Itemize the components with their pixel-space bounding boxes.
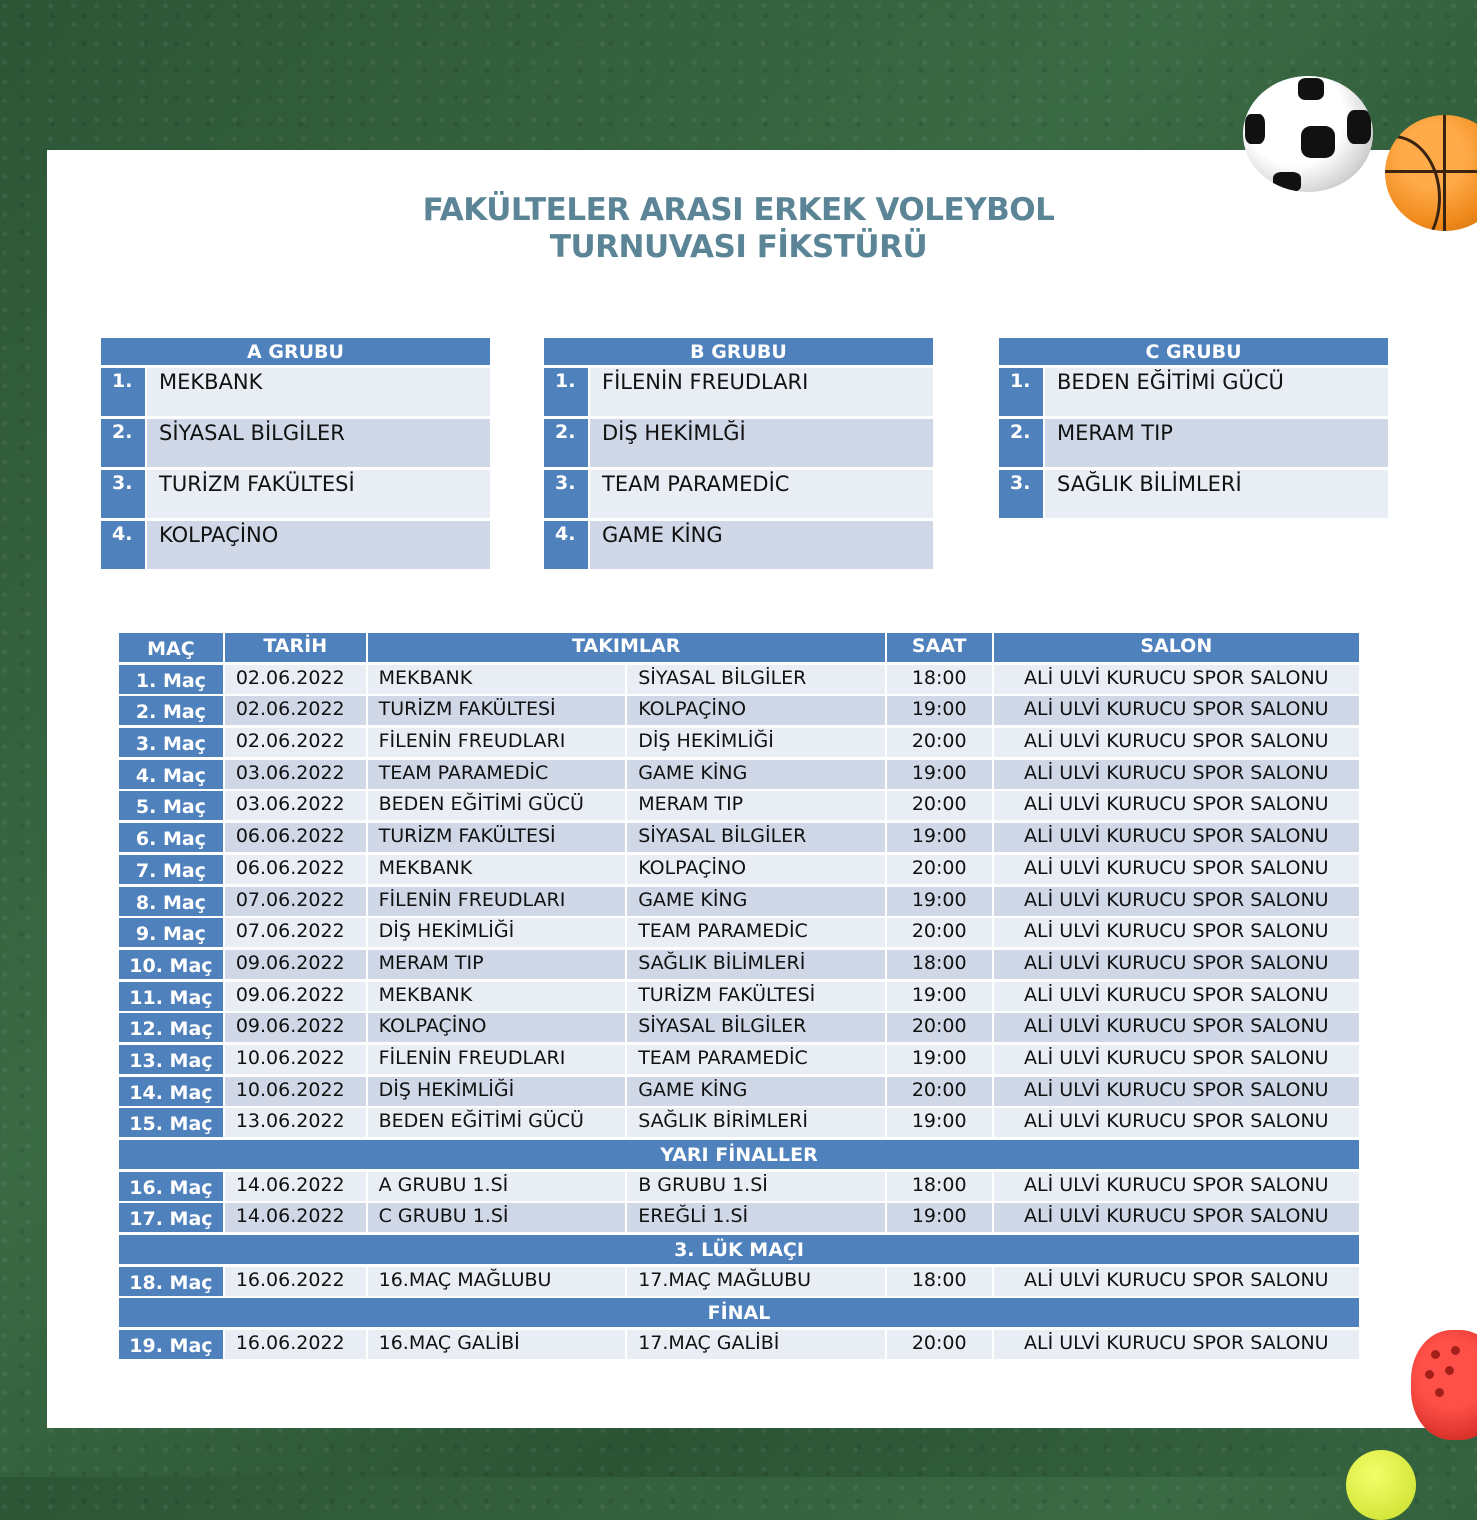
group-rank: 3.	[101, 470, 145, 518]
match-row	[119, 760, 1359, 789]
match-time: 18:00	[887, 1172, 992, 1201]
match-row	[119, 855, 1359, 884]
match-team-away: GAME KİNG	[627, 1077, 885, 1106]
match-team-away: TEAM PARAMEDİC	[627, 1045, 885, 1074]
section-final: FİNAL	[119, 1298, 1359, 1327]
match-date: 02.06.2022	[225, 696, 366, 725]
match-date: 16.06.2022	[225, 1267, 366, 1296]
match-time: 19:00	[887, 696, 992, 725]
match-time: 20:00	[887, 855, 992, 884]
match-venue: ALİ ULVİ KURUCU SPOR SALONU	[994, 791, 1359, 820]
group-row	[101, 419, 490, 467]
group-row	[999, 419, 1388, 467]
match-venue: ALİ ULVİ KURUCU SPOR SALONU	[994, 665, 1359, 694]
match-date: 10.06.2022	[225, 1077, 366, 1106]
group-row	[544, 419, 933, 467]
title-line-2: TURNUVASI FİKSTÜRÜ	[549, 229, 928, 265]
match-row	[119, 950, 1359, 979]
group-rank: 1.	[101, 368, 145, 416]
group-rank: 2.	[544, 419, 588, 467]
match-venue: ALİ ULVİ KURUCU SPOR SALONU	[994, 887, 1359, 916]
match-row	[119, 1203, 1359, 1232]
match-row	[119, 728, 1359, 757]
match-team-home: FİLENİN FREUDLARI	[368, 1045, 626, 1074]
page-title	[0, 192, 1477, 266]
group-table-0	[101, 338, 490, 569]
match-row	[119, 791, 1359, 820]
match-time: 19:00	[887, 1045, 992, 1074]
match-team-away: KOLPAÇİNO	[627, 855, 885, 884]
match-venue: ALİ ULVİ KURUCU SPOR SALONU	[994, 950, 1359, 979]
match-team-away: MERAM TIP	[627, 791, 885, 820]
match-number: 19. Maç	[119, 1330, 223, 1359]
match-team-away: EREĞLİ 1.Sİ	[627, 1203, 885, 1232]
match-number: 6. Maç	[119, 823, 223, 852]
group-team-name: BEDEN EĞİTİMİ GÜCÜ	[1045, 368, 1388, 416]
match-team-home: TEAM PARAMEDİC	[368, 760, 626, 789]
group-row	[999, 368, 1388, 416]
match-row	[119, 665, 1359, 694]
match-venue: ALİ ULVİ KURUCU SPOR SALONU	[994, 1045, 1359, 1074]
match-date: 06.06.2022	[225, 823, 366, 852]
match-row	[119, 887, 1359, 916]
match-row	[119, 918, 1359, 947]
match-number: 12. Maç	[119, 1013, 223, 1042]
match-time: 19:00	[887, 760, 992, 789]
match-date: 09.06.2022	[225, 1013, 366, 1042]
match-number: 7. Maç	[119, 855, 223, 884]
match-date: 09.06.2022	[225, 950, 366, 979]
group-team-name: TURİZM FAKÜLTESİ	[147, 470, 490, 518]
match-date: 03.06.2022	[225, 760, 366, 789]
match-date: 02.06.2022	[225, 665, 366, 694]
header-mac: MAÇ	[119, 633, 223, 662]
match-time: 19:00	[887, 982, 992, 1011]
match-venue: ALİ ULVİ KURUCU SPOR SALONU	[994, 1013, 1359, 1042]
match-number: 2. Maç	[119, 696, 223, 725]
match-time: 19:00	[887, 1203, 992, 1232]
match-team-home: FİLENİN FREUDLARI	[368, 887, 626, 916]
group-rank: 2.	[999, 419, 1043, 467]
match-team-home: C GRUBU 1.Sİ	[368, 1203, 626, 1232]
match-team-home: BEDEN EĞİTİMİ GÜCÜ	[368, 791, 626, 820]
match-team-home: FİLENİN FREUDLARI	[368, 728, 626, 757]
match-team-away: 17.MAÇ MAĞLUBU	[627, 1267, 885, 1296]
match-number: 13. Maç	[119, 1045, 223, 1074]
group-team-name: GAME KİNG	[590, 521, 933, 569]
match-number: 1. Maç	[119, 665, 223, 694]
group-table-2	[999, 338, 1388, 518]
match-number: 18. Maç	[119, 1267, 223, 1296]
tennis-ball-icon	[1346, 1450, 1416, 1520]
match-team-away: SİYASAL BİLGİLER	[627, 665, 885, 694]
match-team-home: 16.MAÇ GALİBİ	[368, 1330, 626, 1359]
match-team-away: KOLPAÇİNO	[627, 696, 885, 725]
match-date: 07.06.2022	[225, 887, 366, 916]
match-row	[119, 1172, 1359, 1201]
match-date: 07.06.2022	[225, 918, 366, 947]
group-team-name: FİLENİN FREUDLARI	[590, 368, 933, 416]
match-date: 03.06.2022	[225, 791, 366, 820]
match-team-away: GAME KİNG	[627, 760, 885, 789]
match-number: 9. Maç	[119, 918, 223, 947]
group-team-name: SİYASAL BİLGİLER	[147, 419, 490, 467]
match-number: 11. Maç	[119, 982, 223, 1011]
group-rank: 3.	[999, 470, 1043, 518]
match-team-home: TURİZM FAKÜLTESİ	[368, 696, 626, 725]
match-row	[119, 982, 1359, 1011]
section-semifinals: YARI FİNALLER	[119, 1140, 1359, 1169]
match-venue: ALİ ULVİ KURUCU SPOR SALONU	[994, 982, 1359, 1011]
group-table-1	[544, 338, 933, 569]
match-team-home: MEKBANK	[368, 982, 626, 1011]
title-line-1: FAKÜLTELER ARASI ERKEK VOLEYBOL	[422, 192, 1055, 228]
match-date: 13.06.2022	[225, 1108, 366, 1137]
group-team-name: TEAM PARAMEDİC	[590, 470, 933, 518]
group-team-name: SAĞLIK BİLİMLERİ	[1045, 470, 1388, 518]
match-time: 20:00	[887, 1077, 992, 1106]
match-team-home: MERAM TIP	[368, 950, 626, 979]
match-number: 14. Maç	[119, 1077, 223, 1106]
fixture-table	[119, 633, 1359, 1362]
group-header: B GRUBU	[544, 338, 933, 365]
match-team-away: B GRUBU 1.Sİ	[627, 1172, 885, 1201]
group-rank: 2.	[101, 419, 145, 467]
match-time: 18:00	[887, 950, 992, 979]
group-row	[101, 521, 490, 569]
group-row	[101, 470, 490, 518]
match-time: 18:00	[887, 1267, 992, 1296]
group-team-name: MEKBANK	[147, 368, 490, 416]
match-venue: ALİ ULVİ KURUCU SPOR SALONU	[994, 1108, 1359, 1137]
match-team-away: SAĞLIK BİRİMLERİ	[627, 1108, 885, 1137]
match-time: 19:00	[887, 1108, 992, 1137]
match-time: 19:00	[887, 823, 992, 852]
group-team-name: MERAM TIP	[1045, 419, 1388, 467]
match-team-home: MEKBANK	[368, 855, 626, 884]
match-number: 4. Maç	[119, 760, 223, 789]
match-row	[119, 1013, 1359, 1042]
match-venue: ALİ ULVİ KURUCU SPOR SALONU	[994, 918, 1359, 947]
header-takimlar: TAKIMLAR	[368, 633, 885, 662]
match-venue: ALİ ULVİ KURUCU SPOR SALONU	[994, 728, 1359, 757]
match-venue: ALİ ULVİ KURUCU SPOR SALONU	[994, 696, 1359, 725]
match-team-home: DİŞ HEKİMLİĞİ	[368, 1077, 626, 1106]
match-row	[119, 1108, 1359, 1137]
match-date: 16.06.2022	[225, 1330, 366, 1359]
soccer-ball-icon	[1243, 76, 1373, 192]
match-team-home: BEDEN EĞİTİMİ GÜCÜ	[368, 1108, 626, 1137]
match-row	[119, 696, 1359, 725]
match-time: 20:00	[887, 1013, 992, 1042]
match-venue: ALİ ULVİ KURUCU SPOR SALONU	[994, 1330, 1359, 1359]
match-time: 20:00	[887, 918, 992, 947]
match-team-away: SİYASAL BİLGİLER	[627, 823, 885, 852]
group-row	[544, 368, 933, 416]
group-header: A GRUBU	[101, 338, 490, 365]
match-time: 19:00	[887, 887, 992, 916]
match-row	[119, 1045, 1359, 1074]
match-row	[119, 1267, 1359, 1296]
match-team-home: TURİZM FAKÜLTESİ	[368, 823, 626, 852]
match-time: 20:00	[887, 791, 992, 820]
match-number: 17. Maç	[119, 1203, 223, 1232]
match-team-away: DİŞ HEKİMLİĞİ	[627, 728, 885, 757]
header-saat: SAAT	[887, 633, 992, 662]
match-number: 8. Maç	[119, 887, 223, 916]
group-row	[999, 470, 1388, 518]
match-number: 10. Maç	[119, 950, 223, 979]
match-team-home: KOLPAÇİNO	[368, 1013, 626, 1042]
fixture-header-row	[119, 633, 1359, 662]
match-team-away: 17.MAÇ GALİBİ	[627, 1330, 885, 1359]
match-venue: ALİ ULVİ KURUCU SPOR SALONU	[994, 1203, 1359, 1232]
match-venue: ALİ ULVİ KURUCU SPOR SALONU	[994, 855, 1359, 884]
match-venue: ALİ ULVİ KURUCU SPOR SALONU	[994, 823, 1359, 852]
match-number: 16. Maç	[119, 1172, 223, 1201]
match-venue: ALİ ULVİ KURUCU SPOR SALONU	[994, 760, 1359, 789]
header-tarih: TARİH	[225, 633, 366, 662]
match-row	[119, 1077, 1359, 1106]
group-rank: 4.	[101, 521, 145, 569]
match-venue: ALİ ULVİ KURUCU SPOR SALONU	[994, 1172, 1359, 1201]
match-date: 14.06.2022	[225, 1172, 366, 1201]
section-third-place: 3. LÜK MAÇI	[119, 1235, 1359, 1264]
match-team-away: TEAM PARAMEDİC	[627, 918, 885, 947]
match-team-away: TURİZM FAKÜLTESİ	[627, 982, 885, 1011]
group-rank: 3.	[544, 470, 588, 518]
group-rank: 1.	[544, 368, 588, 416]
match-row	[119, 1330, 1359, 1359]
match-date: 06.06.2022	[225, 855, 366, 884]
match-venue: ALİ ULVİ KURUCU SPOR SALONU	[994, 1267, 1359, 1296]
group-rank: 4.	[544, 521, 588, 569]
match-date: 10.06.2022	[225, 1045, 366, 1074]
header-salon: SALON	[994, 633, 1359, 662]
match-time: 20:00	[887, 1330, 992, 1359]
match-team-away: SAĞLIK BİLİMLERİ	[627, 950, 885, 979]
group-team-name: KOLPAÇİNO	[147, 521, 490, 569]
match-date: 14.06.2022	[225, 1203, 366, 1232]
match-team-home: A GRUBU 1.Sİ	[368, 1172, 626, 1201]
group-team-name: DİŞ HEKİMLĞİ	[590, 419, 933, 467]
match-team-home: 16.MAÇ MAĞLUBU	[368, 1267, 626, 1296]
group-row	[544, 521, 933, 569]
match-number: 15. Maç	[119, 1108, 223, 1137]
match-team-home: MEKBANK	[368, 665, 626, 694]
group-row	[101, 368, 490, 416]
match-row	[119, 823, 1359, 852]
match-date: 09.06.2022	[225, 982, 366, 1011]
match-time: 18:00	[887, 665, 992, 694]
match-number: 5. Maç	[119, 791, 223, 820]
ping-pong-racket-icon	[1411, 1330, 1477, 1440]
match-venue: ALİ ULVİ KURUCU SPOR SALONU	[994, 1077, 1359, 1106]
group-header: C GRUBU	[999, 338, 1388, 365]
match-team-away: GAME KİNG	[627, 887, 885, 916]
match-team-away: SİYASAL BİLGİLER	[627, 1013, 885, 1042]
match-date: 02.06.2022	[225, 728, 366, 757]
group-rank: 1.	[999, 368, 1043, 416]
match-team-home: DİŞ HEKİMLİĞİ	[368, 918, 626, 947]
match-number: 3. Maç	[119, 728, 223, 757]
match-time: 20:00	[887, 728, 992, 757]
group-row	[544, 470, 933, 518]
